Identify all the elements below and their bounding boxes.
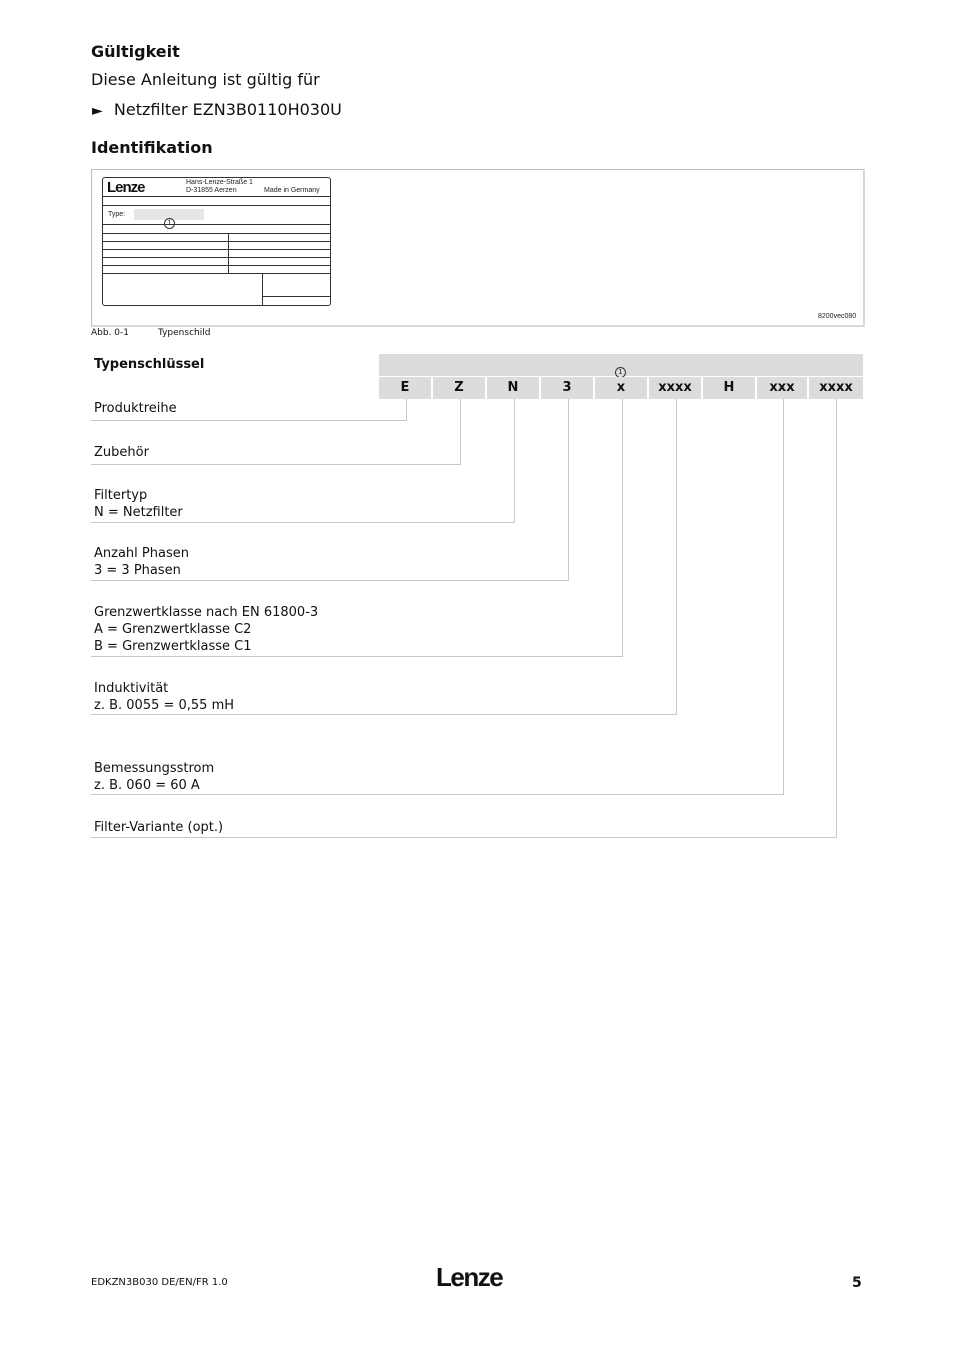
- validity-heading: Gültigkeit: [91, 42, 180, 61]
- code-cell-6: xxxx: [649, 377, 701, 399]
- nameplate-logo: Lenze: [107, 179, 145, 196]
- figure-code: 8200vec080: [818, 313, 857, 320]
- nameplate-address-2: D-31855 Aerzen: [186, 187, 237, 194]
- code-cell-4: 3: [541, 377, 593, 399]
- label-filter-type: Filtertyp N = Netzfilter: [94, 488, 183, 520]
- nameplate-type-label: Type:: [108, 211, 126, 218]
- nameplate-made-in: Made in Germany: [264, 187, 320, 194]
- label-rated-current: Bemessungsstrom z. B. 060 = 60 A: [94, 761, 215, 793]
- marker-one-icon: 1: [615, 367, 626, 378]
- code-cell-5: x: [595, 377, 647, 399]
- identification-heading: Identifikation: [91, 138, 213, 157]
- nameplate-marker: [164, 210, 175, 229]
- validity-item-text: Netzfilter EZN3B0110H030U: [113, 100, 342, 119]
- code-cell-2: Z: [433, 377, 485, 399]
- nameplate-figure: [91, 169, 865, 327]
- footer-doc-id: EDKZN3B030 DE/EN/FR 1.0: [91, 1277, 228, 1288]
- label-phases: Anzahl Phasen 3 = 3 Phasen: [94, 546, 189, 578]
- code-cell-7: H: [703, 377, 755, 399]
- label-product-series: Produktreihe: [94, 401, 177, 416]
- code-cell-1: E: [379, 377, 431, 399]
- bullet-arrow-icon: ►: [92, 103, 103, 119]
- label-filter-variant: Filter-Variante (opt.): [94, 820, 224, 835]
- figure-caption-number: Abb. 0-1: [91, 328, 130, 338]
- type-key-heading: Typenschlüssel: [94, 357, 205, 372]
- label-limit-class: Grenzwertklasse nach EN 61800-3 A = Grenzwertklasse C2 B = Grenzwertklasse C1: [94, 605, 319, 654]
- code-cell-9: xxxx: [809, 377, 863, 399]
- type-key-marker: [615, 359, 626, 378]
- page-number: 5: [852, 1275, 862, 1291]
- validity-intro: Diese Anleitung ist gültig für: [91, 70, 320, 89]
- validity-item: [92, 100, 342, 119]
- label-inductance: Induktivität z. B. 0055 = 0,55 mH: [94, 681, 235, 713]
- nameplate-address-1: Hans-Lenze-Straße 1: [186, 179, 253, 186]
- code-cell-3: N: [487, 377, 539, 399]
- nameplate: [102, 177, 331, 306]
- type-key-header-bar: [379, 354, 863, 376]
- footer-logo: Lenze: [436, 1262, 503, 1292]
- label-accessory: Zubehör: [94, 445, 149, 460]
- code-cell-8: xxx: [757, 377, 807, 399]
- figure-caption-text: Typenschild: [158, 328, 211, 338]
